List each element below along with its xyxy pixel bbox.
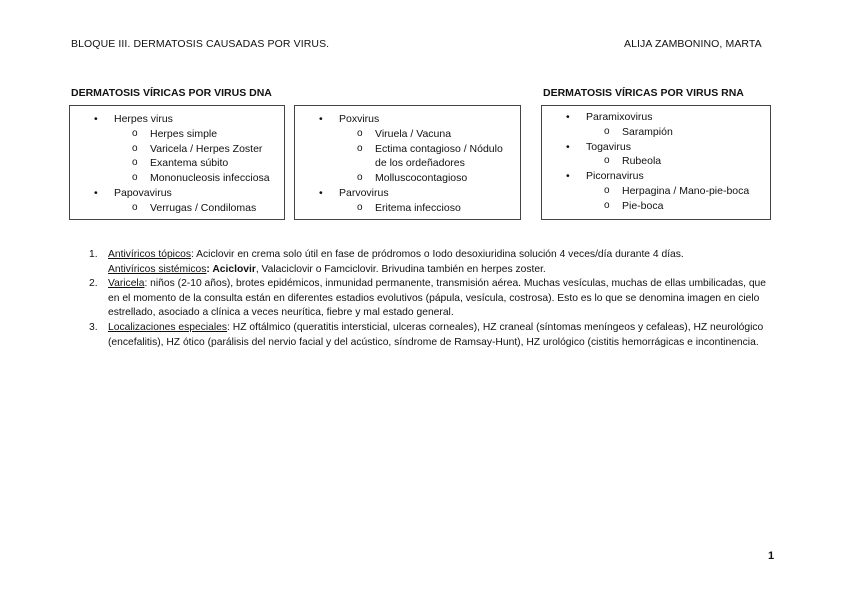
list-item: o Molluscocontagioso xyxy=(295,171,520,186)
note-text: : niños (2-10 años), brotes epidémicos, inmunidad permanente, transmisión aérea. Muchas vesículas, muchas de ellas umbilicadas, que en el momento de la consulta están en diferentes estadios evolutivos (pápula, vesícula, costrosa). Esto es lo que se denomina imagen en cielo estrellado, asociado a clínica a veces neurítica, fiebre y mal estado general. xyxy=(108,278,767,319)
note-text: : HZ oftálmico (queratitis intersticial, ulceras corneales), HZ craneal (síntomas meníngeos y cefaleas), HZ neurológico (encefalitis), HZ ótico (parálisis del nervio facial y del acústico, síndrome de Ramsay-Hunt), HZ urológico (cistitis hemorrágicas e incontinencia. xyxy=(108,321,764,348)
list-item: o Herpagina / Mano-pie-boca xyxy=(542,184,770,199)
page-number: 1 xyxy=(768,550,775,562)
note-number: 2. xyxy=(89,278,98,290)
dna-section-title: DERMATOSIS VÍRICAS POR VIRUS DNA xyxy=(71,87,272,99)
notes-list xyxy=(89,248,769,350)
list-item: o Rubeola xyxy=(542,154,770,169)
list-item: • Herpes virus xyxy=(70,112,284,127)
list-item: o Eritema infeccioso xyxy=(295,201,520,216)
rna-box xyxy=(541,105,771,220)
dna-box-pox-parvo xyxy=(294,105,521,220)
dna-box-herpes-papova xyxy=(69,105,285,220)
list-item: • Togavirus xyxy=(542,140,770,155)
note-text: , Valaciclovir o Famciclovir. Brivudina también en herpes zoster. xyxy=(255,263,546,275)
note-varicela xyxy=(89,277,769,321)
list-item: • Paramixovirus xyxy=(542,110,770,125)
list-item: o Verrugas / Condilomas xyxy=(70,201,284,216)
list-item: o Mononucleosis infecciosa xyxy=(70,171,284,186)
list-item: • Poxvirus xyxy=(295,112,520,127)
list-item: o Varicela / Herpes Zoster xyxy=(70,142,284,157)
note-localizaciones xyxy=(89,321,769,350)
list-item: o Sarampión xyxy=(542,125,770,140)
note-label: Antivíricos tópicos xyxy=(108,249,191,260)
note-label: Antivíricos sistémicos xyxy=(108,263,207,275)
header-left: BLOQUE III. DERMATOSIS CAUSADAS POR VIRUS. xyxy=(71,38,330,50)
note-antiviricos xyxy=(89,248,769,277)
list-item: • Papovavirus xyxy=(70,186,284,201)
list-item: o Viruela / Vacuna xyxy=(295,127,520,142)
header-right: ALIJA ZAMBONINO, MARTA xyxy=(624,38,762,50)
list-item: o Herpes simple xyxy=(70,127,284,142)
note-bold-text: : Aciclovir xyxy=(206,263,256,275)
note-label: Varicela xyxy=(108,278,145,290)
rna-section-title: DERMATOSIS VÍRICAS POR VIRUS RNA xyxy=(543,87,744,99)
note-number: 1. xyxy=(89,249,98,260)
list-item: • Parvovirus xyxy=(295,186,520,201)
list-item: o Exantema súbito xyxy=(70,156,284,171)
note-label: Localizaciones especiales xyxy=(108,321,228,333)
note-number: 3. xyxy=(89,321,98,333)
list-item-continuation: de los ordeñadores xyxy=(375,157,465,170)
list-item: o Pie-boca xyxy=(542,199,770,214)
list-item: • Picornavirus xyxy=(542,169,770,184)
note-text: : Aciclovir en crema solo útil en fase de pródromos o Iodo desoxiuridina solución 4 veces/día durante 4 días. xyxy=(190,249,684,260)
list-item: o Ectima contagioso / Nódulo xyxy=(295,142,520,157)
